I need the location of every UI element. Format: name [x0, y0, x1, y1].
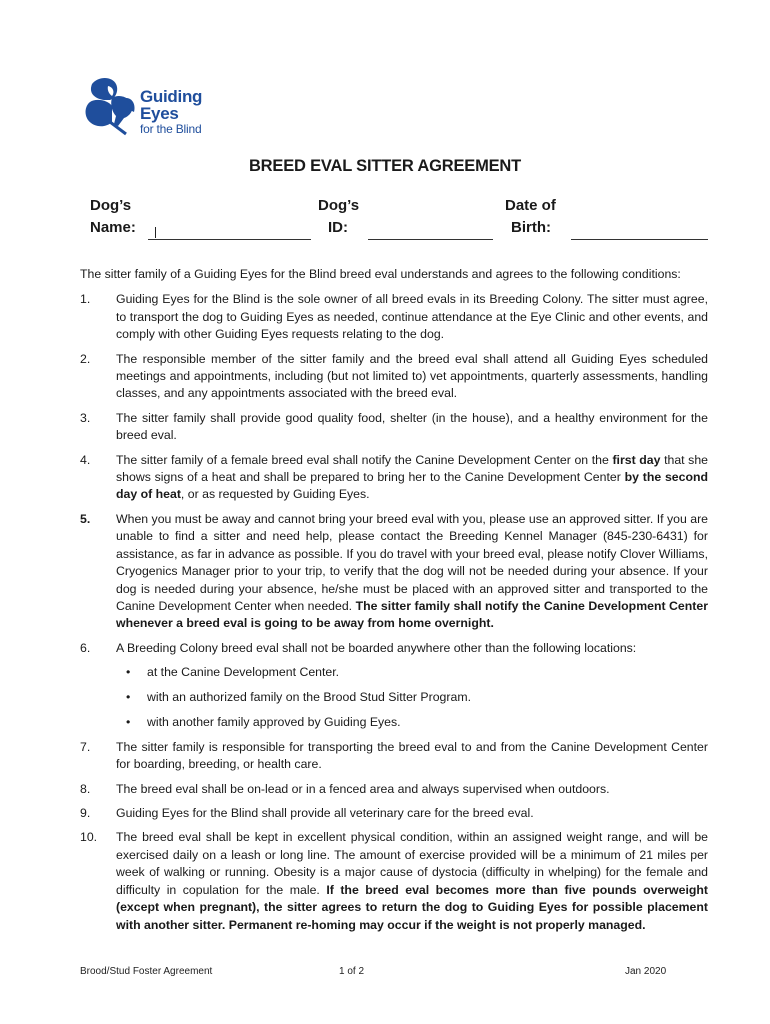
item-text-part: The sitter family of a female breed eval shall notify the Canine Development Center on the — [116, 452, 613, 467]
list-item — [80, 511, 708, 633]
bullet-icon: • — [126, 690, 131, 705]
list-item — [80, 410, 708, 445]
list-item — [80, 805, 708, 822]
dob-label-line1: Date of — [505, 197, 556, 214]
guiding-eyes-logo — [82, 76, 222, 136]
item-number: 1. — [80, 292, 91, 307]
item-number: 7. — [80, 739, 91, 754]
bullet-item — [80, 689, 708, 706]
list-item — [80, 640, 708, 657]
footer-page-number: 1 of 2 — [339, 966, 365, 977]
dog-name-label — [90, 195, 138, 239]
list-item — [80, 351, 708, 403]
bullet-text: with another family approved by Guiding Eyes. — [147, 714, 401, 729]
list-item — [80, 452, 708, 504]
dob-field[interactable] — [571, 239, 708, 240]
item-number: 6. — [80, 640, 91, 655]
item-number: 2. — [80, 351, 91, 366]
item-text: The responsible member of the sitter family and the breed eval shall attend all Guiding Eyes scheduled meetings and appointments, including (but not limited to) vet appointments, quarterly assessments, handling classes, and any appointments associated with the breed eval. — [116, 351, 708, 401]
dog-id-label — [318, 195, 364, 239]
dog-name-field[interactable] — [148, 239, 311, 240]
list-item — [80, 829, 708, 933]
item-text-bold: If the breed eval becomes more than five pounds overweight (except when pregnant), the sitter agrees to return the dog to Guiding Eyes for possible placement with another sitter. Permanent re-homing may occur if the weight is not properly managed. — [116, 882, 708, 932]
item-text: The breed eval shall be on-lead or in a fenced area and always supervised when outdoors. — [116, 781, 610, 796]
item-text-part: The breed eval shall be kept in excellent physical condition, within an assigned weight range, and will be exercised daily on a leash or long line. The amount of exercise provided will be a minimum of 21 miles per week of walking or running. Obesity is a major cause of dystocia (difficulty in whelping) for the female and difficulty in copulation for the male. — [116, 830, 708, 897]
bullet-icon: • — [126, 665, 131, 680]
bullet-text: with an authorized family on the Brood Stud Sitter Program. — [147, 690, 471, 705]
bullet-item — [80, 664, 708, 681]
footer-left: Brood/Stud Foster Agreement — [80, 966, 213, 977]
person-with-dog-icon — [82, 76, 144, 136]
list-item — [80, 781, 708, 798]
item-number: 9. — [80, 806, 91, 821]
footer-date: Jan 2020 — [625, 966, 667, 977]
dog-name-label-line1: Dog’s — [90, 197, 132, 214]
item-text: The sitter family is responsible for transporting the breed eval to and from the Canine Development Center for boarding, breeding, or health care. — [116, 739, 708, 772]
item-text-part: that she shows signs of a heat and shall be prepared to bring her to the Canine Development Center — [116, 452, 709, 485]
text-cursor — [155, 227, 156, 238]
bullet-item — [80, 714, 708, 731]
dog-name-label-line2: Name: — [90, 219, 136, 236]
item-number: 5. — [80, 511, 91, 526]
item-text: Guiding Eyes for the Blind shall provide all veterinary care for the breed eval. — [116, 806, 534, 821]
bullet-text: at the Canine Development Center. — [147, 665, 340, 680]
bullet-icon: • — [126, 714, 131, 729]
agreement-body — [80, 266, 708, 941]
dog-id-label-line1: Dog’s — [318, 197, 360, 214]
item-text-bold: by the second day of heat — [116, 470, 708, 502]
intro-paragraph: The sitter family of a Guiding Eyes for the Blind breed eval understands and agrees to the following conditions: — [80, 267, 681, 281]
logo-text — [140, 88, 202, 135]
item-text: Guiding Eyes for the Blind is the sole owner of all breed evals in its Breeding Colony. The sitter must agree, to transport the dog to Guiding Eyes as needed, continue attendance at the Eye Clinic and other events, and comply with other Guiding Eyes requests relating to the dog. — [116, 292, 708, 342]
item-text-part: When you must be away and cannot bring your breed eval with you, please use an approved sitter. If you are unable to find a sitter and need help, please contact the Breeding Kennel Manager (845-230-6431) for assistance, as far in advance as possible. If you do travel with your breed eval, please notify Clover Williams, Cryogenics Manager prior to your trip, to verify that the dog will not be needed during your absence. If your dog is needed during your absence, he/she must be placed with an approved sitter and transported to the Canine Development Center when needed. — [116, 511, 708, 613]
logo-line-3: for the Blind — [140, 122, 202, 136]
dob-label-line2: Birth: — [511, 219, 551, 236]
item-text-bold: first day — [612, 452, 661, 467]
logo-line-2: Eyes — [140, 104, 179, 123]
item-number: 4. — [80, 452, 91, 467]
item-number: 8. — [80, 781, 91, 796]
dog-id-label-line2: ID: — [328, 219, 348, 236]
item-text — [116, 512, 708, 630]
item-number: 10. — [80, 830, 98, 845]
item-text — [116, 830, 708, 931]
dog-id-field[interactable] — [368, 239, 493, 240]
list-item — [80, 739, 708, 774]
item-text — [116, 453, 708, 502]
item-text-bold: The sitter family shall notify the Canine Development Center whenever a breed eval is going to be away from home overnight. — [116, 598, 709, 631]
item-number: 3. — [80, 410, 91, 425]
document-title: BREED EVAL SITTER AGREEMENT — [248, 157, 522, 175]
dob-label — [505, 195, 563, 239]
list-item — [80, 291, 708, 343]
item-text-part: , or as requested by Guiding Eyes. — [180, 487, 370, 502]
logo-line-1: Guiding — [140, 87, 203, 106]
item-text: The sitter family shall provide good quality food, shelter (in the house), and a healthy environment for the breed eval. — [116, 410, 708, 443]
item-text: A Breeding Colony breed eval shall not be boarded anywhere other than the following locations: — [116, 640, 637, 655]
